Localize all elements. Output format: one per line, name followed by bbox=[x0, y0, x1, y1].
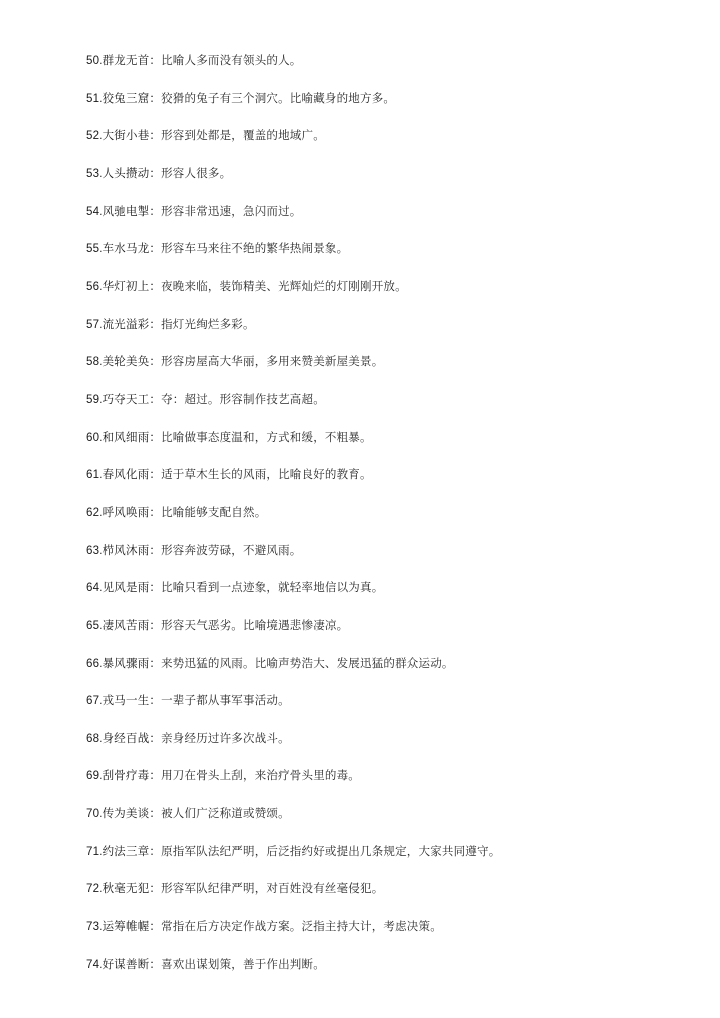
entry-idiom: 人头攒动 bbox=[102, 165, 150, 180]
entry-number: 63. bbox=[86, 544, 103, 557]
entry-separator: ： bbox=[149, 429, 162, 444]
entry-number: 68. bbox=[86, 732, 103, 745]
entry-definition: 被人们广泛称道或赞颂。 bbox=[161, 806, 290, 821]
entry-definition: 夺：超过。形容制作技艺高超。 bbox=[161, 391, 325, 406]
entry-definition: 亲身经历过许多次战斗。 bbox=[161, 730, 290, 745]
entry-idiom: 身经百战 bbox=[102, 730, 150, 745]
entry-idiom: 巧夺天工 bbox=[102, 391, 150, 406]
entry-definition: 比喻做事态度温和，方式和缓，不粗暴。 bbox=[161, 429, 372, 444]
entry-separator: ： bbox=[149, 391, 162, 406]
list-item bbox=[86, 314, 686, 352]
list-item bbox=[86, 351, 686, 389]
entry-definition: 形容车马来往不绝的繁华热闹景象。 bbox=[161, 241, 349, 256]
entry-separator: ： bbox=[149, 843, 162, 858]
list-item bbox=[86, 615, 686, 653]
entry-number: 69. bbox=[86, 770, 103, 783]
entry-number: 57. bbox=[86, 318, 103, 331]
entry-separator: ： bbox=[149, 278, 162, 293]
list-item bbox=[86, 427, 686, 465]
entry-separator: ： bbox=[149, 956, 162, 971]
entry-separator: ： bbox=[149, 467, 162, 482]
entry-idiom: 华灯初上 bbox=[102, 278, 150, 293]
entry-definition: 原指军队法纪严明，后泛指约好或提出几条规定，大家共同遵守。 bbox=[161, 843, 501, 858]
entry-idiom: 刮骨疗毒 bbox=[102, 768, 150, 783]
entry-separator: ： bbox=[149, 128, 162, 143]
entry-idiom: 和风细雨 bbox=[102, 429, 150, 444]
entry-definition: 狡猾的兔子有三个洞穴。比喻藏身的地方多。 bbox=[161, 90, 396, 105]
list-item bbox=[86, 878, 686, 916]
list-item bbox=[86, 577, 686, 615]
entry-idiom: 好谋善断 bbox=[102, 956, 150, 971]
list-item bbox=[86, 502, 686, 540]
entry-separator: ： bbox=[149, 504, 162, 519]
entry-idiom: 栉风沐雨 bbox=[102, 542, 150, 557]
entry-separator: ： bbox=[149, 316, 162, 331]
entry-definition: 适于草木生长的风雨，比喻良好的教育。 bbox=[161, 467, 372, 482]
entry-separator: ： bbox=[149, 580, 162, 595]
entry-separator: ： bbox=[149, 542, 162, 557]
entry-definition: 形容人很多。 bbox=[161, 165, 232, 180]
entry-separator: ： bbox=[149, 881, 162, 896]
entry-definition: 喜欢出谋划策，善于作出判断。 bbox=[161, 956, 325, 971]
entry-number: 50. bbox=[86, 55, 103, 67]
entry-idiom: 大街小巷 bbox=[102, 128, 150, 143]
entry-definition: 比喻人多而没有领头的人。 bbox=[161, 53, 302, 67]
entry-separator: ： bbox=[149, 730, 162, 745]
list-item bbox=[86, 201, 686, 239]
list-item bbox=[86, 690, 686, 728]
entry-definition: 比喻能够支配自然。 bbox=[161, 504, 267, 519]
list-item bbox=[86, 954, 686, 992]
entry-number: 51. bbox=[86, 92, 103, 105]
entry-idiom: 传为美谈 bbox=[102, 806, 150, 821]
entry-separator: ： bbox=[149, 165, 162, 180]
list-item bbox=[86, 464, 686, 502]
entry-definition: 形容奔波劳碌，不避风雨。 bbox=[161, 542, 302, 557]
entry-idiom: 春风化雨 bbox=[102, 467, 150, 482]
entry-number: 56. bbox=[86, 280, 103, 293]
entry-idiom: 狡兔三窟 bbox=[102, 90, 150, 105]
entry-separator: ： bbox=[149, 617, 162, 632]
entry-number: 66. bbox=[86, 657, 103, 670]
entry-number: 59. bbox=[86, 393, 103, 406]
entry-separator: ： bbox=[149, 693, 162, 708]
entry-separator: ： bbox=[149, 90, 162, 105]
list-item bbox=[86, 276, 686, 314]
list-item bbox=[86, 125, 686, 163]
entry-number: 72. bbox=[86, 883, 103, 896]
entry-definition: 常指在后方决定作战方案。泛指主持大计，考虑决策。 bbox=[161, 919, 442, 934]
entry-definition: 形容军队纪律严明，对百姓没有丝毫侵犯。 bbox=[161, 881, 384, 896]
entry-definition: 形容房屋高大华丽，多用来赞美新屋美景。 bbox=[161, 354, 384, 369]
entry-idiom: 群龙无首 bbox=[102, 53, 150, 67]
entry-definition: 比喻只看到一点迹象，就轻率地信以为真。 bbox=[161, 580, 384, 595]
list-item bbox=[86, 841, 686, 879]
entry-idiom: 暴风骤雨 bbox=[102, 655, 150, 670]
list-item bbox=[86, 88, 686, 126]
entry-number: 58. bbox=[86, 356, 103, 369]
entry-number: 65. bbox=[86, 619, 103, 632]
entry-definition: 形容天气恶劣。比喻境遇悲惨凄凉。 bbox=[161, 617, 349, 632]
entry-idiom: 美轮美奂 bbox=[102, 354, 150, 369]
entry-idiom: 风驰电掣 bbox=[102, 203, 150, 218]
entry-number: 73. bbox=[86, 921, 103, 934]
entry-number: 61. bbox=[86, 469, 103, 482]
entry-separator: ： bbox=[149, 806, 162, 821]
entry-separator: ： bbox=[149, 53, 162, 67]
list-item bbox=[86, 916, 686, 954]
entry-definition: 形容到处都是，覆盖的地域广。 bbox=[161, 128, 325, 143]
entry-separator: ： bbox=[149, 354, 162, 369]
entry-number: 70. bbox=[86, 808, 103, 821]
entry-separator: ： bbox=[149, 203, 162, 218]
list-item bbox=[86, 238, 686, 276]
entry-number: 62. bbox=[86, 506, 103, 519]
entry-definition: 来势迅猛的风雨。比喻声势浩大、发展迅猛的群众运动。 bbox=[161, 655, 454, 670]
entry-definition: 一辈子都从事军事活动。 bbox=[161, 693, 290, 708]
entry-idiom: 流光溢彩 bbox=[102, 316, 150, 331]
list-item bbox=[86, 540, 686, 578]
entry-number: 55. bbox=[86, 243, 103, 256]
entry-separator: ： bbox=[149, 919, 162, 934]
idiom-list bbox=[86, 50, 686, 991]
list-item bbox=[86, 803, 686, 841]
entry-idiom: 运筹帷幄 bbox=[102, 919, 150, 934]
entry-number: 74. bbox=[86, 958, 103, 971]
entry-number: 67. bbox=[86, 695, 103, 708]
list-item bbox=[86, 50, 686, 88]
entry-definition: 夜晚来临，装饰精美、光辉灿烂的灯刚刚开放。 bbox=[161, 278, 407, 293]
entry-number: 60. bbox=[86, 431, 103, 444]
entry-idiom: 车水马龙 bbox=[102, 241, 150, 256]
entry-number: 54. bbox=[86, 205, 103, 218]
entry-separator: ： bbox=[149, 655, 162, 670]
entry-number: 53. bbox=[86, 167, 103, 180]
entry-idiom: 秋毫无犯 bbox=[102, 881, 150, 896]
entry-number: 52. bbox=[86, 130, 103, 143]
entry-separator: ： bbox=[149, 241, 162, 256]
entry-definition: 指灯光绚烂多彩。 bbox=[161, 316, 255, 331]
entry-number: 64. bbox=[86, 582, 103, 595]
entry-idiom: 约法三章 bbox=[102, 843, 150, 858]
entry-idiom: 戎马一生 bbox=[102, 693, 150, 708]
entry-number: 71. bbox=[86, 845, 103, 858]
list-item bbox=[86, 653, 686, 691]
list-item bbox=[86, 765, 686, 803]
entry-idiom: 见风是雨 bbox=[102, 580, 150, 595]
entry-definition: 形容非常迅速，急闪而过。 bbox=[161, 203, 302, 218]
entry-idiom: 凄风苦雨 bbox=[102, 617, 150, 632]
entry-idiom: 呼风唤雨 bbox=[102, 504, 150, 519]
entry-separator: ： bbox=[149, 768, 162, 783]
list-item bbox=[86, 163, 686, 201]
list-item bbox=[86, 728, 686, 766]
entry-definition: 用刀在骨头上刮，来治疗骨头里的毒。 bbox=[161, 768, 361, 783]
list-item bbox=[86, 389, 686, 427]
